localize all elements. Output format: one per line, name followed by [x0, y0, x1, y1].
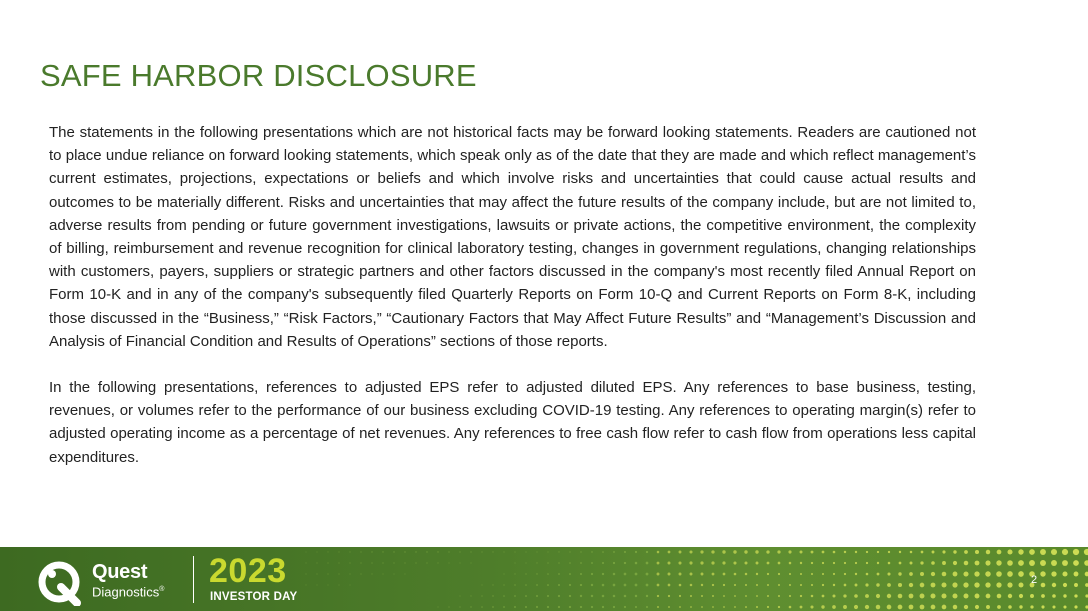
slide-title: SAFE HARBOR DISCLOSURE — [40, 58, 477, 93]
dot-pattern-decoration — [300, 547, 1088, 611]
company-brand — [92, 562, 164, 600]
event-year: 2023 — [209, 552, 287, 590]
definitions-paragraph: In the following presentations, references to adjusted EPS refer to adjusted diluted EPS. Any references to base business, testing, revenues, or volumes refer to the performance of our business excluding COVID-19 testing. Any references to operating margin(s) refer to adjusted operating income as a percentage of net revenues. Any references to free cash flow refer to cash flow from operations less capital expenditures. — [49, 379, 976, 466]
footer-divider — [193, 556, 194, 603]
brand-name: Quest — [92, 561, 148, 583]
disclosure-body — [49, 121, 976, 469]
footer-banner — [0, 547, 1088, 611]
quest-q-logo-icon — [37, 560, 83, 606]
page-number: 2 — [1031, 574, 1038, 586]
safe-harbor-paragraph: The statements in the following presentations which are not historical facts may be forward looking statements. Readers are cautioned not to place undue reliance on forward looking statements, which speak only as of the date that they are made and which reflect management’s current estimates, projections, expectations or beliefs and which involve risks and uncertainties that could cause actual results and outcomes to be materially different. Risks and uncertainties that may affect the future results of the company include, but are not limited to, adverse results from pending or future government investigations, lawsuits or private actions, the competitive environment, the complexity of billing, reimbursement and revenue recognition for clinical laboratory testing, changes in government regulations, changing relationships with customers, payers, suppliers or strategic partners and other factors discussed in the company's most recently filed Annual Report on Form 10-K and in any of the company's subsequently filed Quarterly Reports on Form 10-Q and Current Reports on Form 8-K, including those discussed in the “Business,” “Risk Factors,” “Cautionary Factors that May Affect Future Results” and “Management’s Discussion and Analysis of Financial Condition and Results of Operations” sections of those reports. — [49, 124, 976, 350]
event-name: INVESTOR DAY — [210, 591, 298, 603]
registered-mark: ® — [159, 586, 165, 593]
brand-subtitle: Diagnostics® — [92, 584, 165, 600]
